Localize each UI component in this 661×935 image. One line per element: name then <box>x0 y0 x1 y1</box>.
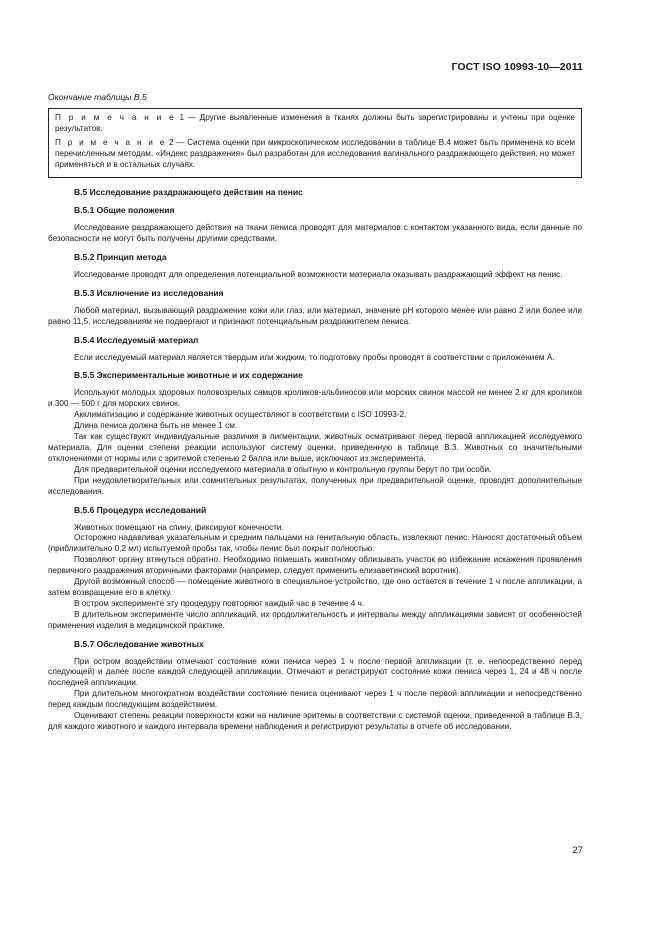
section-heading-b5: B.5 Исследование раздражающего действия на пенис <box>74 187 303 197</box>
note-1-text: — Другие выявленные изменения в тканях должны быть зарегистрированы и учтены при оценке результатов. <box>55 113 575 134</box>
page-number: 27 <box>572 845 583 856</box>
paragraph: При остром воздействии отмечают состояние кожи пениса через 1 ч после первой аппликации (т. е. непосредственно перед следующей) и далее после каждой следующей аппликации. Отмечают и регистрируют состояние кожи пениса через 1, 24 и 48 ч после последней аппликации. <box>48 656 582 688</box>
note-2-label: П р и м е ч а н и е <box>55 138 167 148</box>
paragraph: В длительном эксперименте число аппликаций, их продолжительность и интервалы между аппликациями зависят от особенностей применения изделия в медицинской практике. <box>48 609 582 630</box>
section-heading-b51: B.5.1 Общие положения <box>74 205 175 215</box>
paragraph: Исследование раздражающего действия на ткани пениса проводят для материалов с контактом указанного вида, если данные по безопасности не могут быть получены другими средствами. <box>48 223 582 243</box>
paragraph: Для предварительной оценки исследуемого материала в опытную и контрольную группы берут по три особи. <box>74 464 492 474</box>
section-heading-b54: B.5.4 Исследуемый материал <box>74 334 199 345</box>
paragraph: Любой материал, вызывающий раздражение кожи или глаз, или материал, значение pH которого менее или равно 2 или более или равно 11,5, исследованиям не подвергают и признают потенциальным раздражителем пениса. <box>48 305 582 326</box>
document-body <box>48 187 582 733</box>
section-heading-b56: B.5.6 Процедура исследований <box>74 504 207 515</box>
note-2-number: 2 <box>169 138 174 148</box>
paragraph: Используют молодых здоровых половозрелых самцов кроликов-альбиносов или морских свинок массой не менее 2 кг для кроликов и 300 — 500 г для морских свинок. <box>48 388 582 409</box>
paragraph: Животных помещают на спину, фиксируют конечности. <box>74 522 284 532</box>
note-2 <box>55 137 575 170</box>
section-heading-b55: B.5.5 Экспериментальные животные и их содержание <box>74 370 303 381</box>
paragraph: Акклиматизацию и содержание животных осуществляют в соответствии с ISO 10993-2. <box>74 410 407 420</box>
section-heading-b53: B.5.3 Исключение из исследования <box>74 287 224 298</box>
paragraph: Осторожно надавливая указательным и средним пальцами на генитальную область, извлекают пенис. Наносят достаточный объем (приблизительно 0,2 мл) испытуемой пробы так, чтобы пенис был покрыт полностью. <box>48 533 582 554</box>
paragraph: Если исследуемый материал является твердым или жидким, то подготовку пробы проводят в соответствии с приложением А. <box>74 352 555 362</box>
table-continuation-caption: Окончание таблицы B.5 <box>48 92 147 102</box>
paragraph: Оценивают степень реакции поверхности кожи на наличие эритемы в соответствии с системой оценки, приведенной в таблице B.3, для каждого животного и каждого интервала времени наблюдения и регистрируют результаты в отчете об исследовании. <box>48 711 582 731</box>
note-1-label: П р и м е ч а н и е <box>55 113 176 122</box>
section-heading-b57: B.5.7 Обследование животных <box>74 638 204 649</box>
paragraph: Так как существуют индивидуальные различия в пигментации, животных осматривают перед первой аппликацией исследуемого материала. Для оценки степени реакции используют систему оценки, приведенную в таблице B.3. Животных со значительными отклонениями от нормы или с эритемой степенью 2 балла или выше, исключают из эксперимента. <box>48 432 582 463</box>
standard-header: ГОСТ ISO 10993-10—2011 <box>451 61 583 73</box>
section-heading-b52: B.5.2 Принцип метода <box>74 251 167 262</box>
note-1 <box>55 112 575 134</box>
paragraph: Длина пениса должна быть не менее 1 см. <box>74 421 238 431</box>
paragraph: Другой возможный способ — помещение животного в специальное устройство, где оно остается в течение 1 ч после аппликации, а затем возвращение его в клетку. <box>48 577 582 597</box>
paragraph: Исследование проводят для определения потенциальной возможности материала оказывать раздражающий эффект на пенис. <box>74 269 563 279</box>
paragraph: При неудовлетворительных или сомнительных результатах, полученных при предварительной оценке, проводят дополнительные исследования. <box>48 475 582 496</box>
paragraph: Позволяют органу втянуться обратно. Необходимо помешать животному облизывать участок во избежание искажения проявления первичного раздражения вторичными факторами (например, следует применить елизаветинский воротник). <box>48 555 582 576</box>
paragraph: В остром эксперименте эту процедуру повторяют каждый час в течение 4 ч. <box>74 598 365 608</box>
notes-box <box>48 108 582 178</box>
paragraph: При длительном многократном воздействии состояние пениса оценивают через 1 ч после первой аппликации и непосредственно перед каждым последующим воздействием. <box>48 689 582 710</box>
note-2-text: — Система оценки при микроскопическом исследовании в таблице B.4 может быть применена ко всем перечисленным методам. «Индекс раздражения» был разработан для исследования вагинального раздражающего действия, но может применяться и в остальных случаях. <box>55 138 575 170</box>
note-1-number: 1 <box>179 113 185 122</box>
